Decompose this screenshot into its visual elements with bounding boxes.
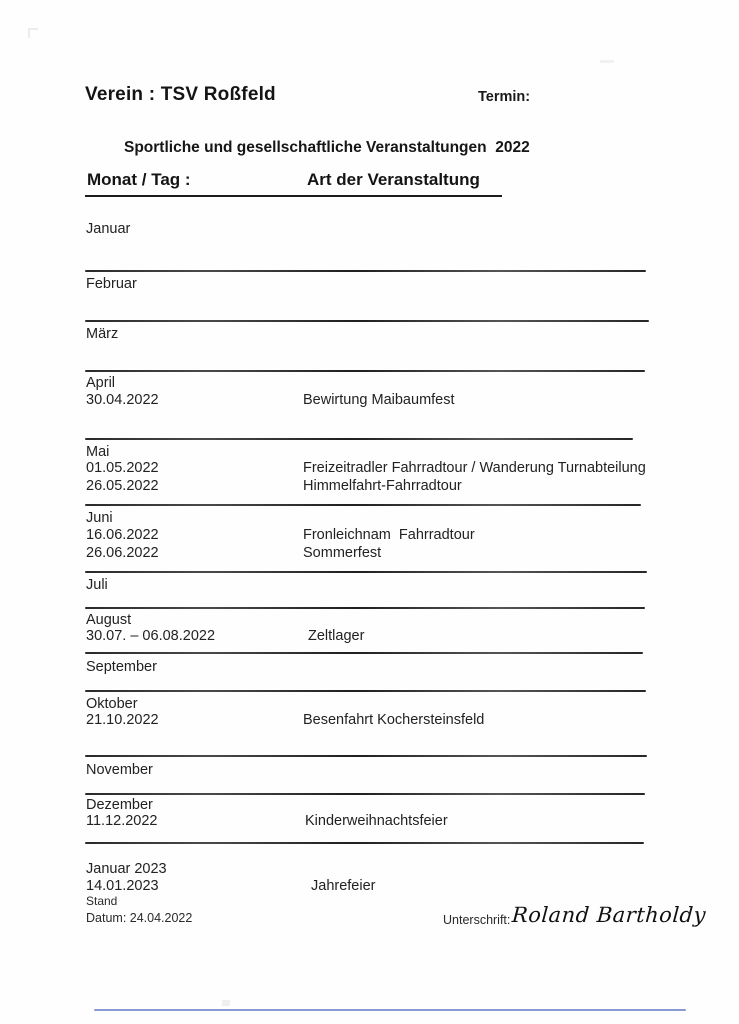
month-label-november: November [86,762,153,778]
month-label-august: August [86,612,132,628]
event-date: 26.06.2022 [86,545,159,561]
event-date: 01.05.2022 [86,460,159,476]
month-label-mai: Mai [86,444,110,460]
month-label-dezember: Dezember [86,797,153,813]
event-date: 30.04.2022 [86,392,159,408]
divider-line [85,370,645,372]
club-name: Verein : TSV Roßfeld [85,84,276,105]
scan-artifact [28,30,30,38]
event-date: 21.10.2022 [86,712,159,728]
event-description: Sommerfest [303,545,382,561]
month-label-januar-2023: Januar 2023 [86,861,167,877]
event-description: Fronleichnam Fahrradtour [303,527,475,543]
month-label-april: April [86,375,116,391]
divider-line [85,652,643,654]
event-description: Freizeitradler Fahrradtour / Wanderung Turnabteilung [303,460,646,476]
signature-text: Roland Bartholdy [511,903,707,927]
divider-line [85,320,649,322]
unterschrift-label: Unterschrift: [443,913,511,927]
event-date: 30.07. – 06.08.2022 [86,628,216,644]
event-date: 14.01.2023 [86,878,159,894]
column-header-month: Monat / Tag : [87,170,191,189]
column-header-event: Art der Veranstaltung [307,170,480,189]
event-description: Bewirtung Maibaumfest [303,392,455,408]
divider-line [85,270,646,272]
event-date: 11.12.2022 [86,813,158,829]
event-description: Besenfahrt Kochersteinsfeld [303,712,485,728]
divider-line [85,571,647,573]
termin-label: Termin: [478,89,531,105]
month-label-juni: Juni [86,510,113,526]
divider-line [85,793,645,795]
month-label-juli: Juli [86,577,108,593]
page-title: Sportliche und gesellschaftliche Veranstaltungen 2022 [124,139,530,156]
divider-line [85,438,633,440]
month-label-januar: Januar [86,221,131,237]
event-date: 16.06.2022 [86,527,159,543]
datum-label: Datum: 24.04.2022 [86,911,193,925]
event-description: Kinderweihnachtsfeier [305,813,448,829]
divider-line [85,842,644,844]
scan-edge-line [94,1009,686,1011]
event-date: 26.05.2022 [86,478,159,494]
month-label-oktober: Oktober [86,696,138,712]
stand-label: Stand [86,894,118,908]
divider-line [85,607,645,609]
month-label-maerz: März [86,326,119,342]
month-label-februar: Februar [86,276,137,292]
divider-line [85,504,641,506]
divider-line [85,755,647,757]
divider-line [85,690,646,692]
event-description: Jahrefeier [311,878,376,894]
scan-artifact [600,60,614,63]
month-label-september: September [86,659,157,675]
event-description: Himmelfahrt-Fahrradtour [303,478,462,494]
event-description: Zeltlager [308,628,365,644]
table-header-underline [85,170,502,197]
scan-artifact [222,1000,230,1006]
